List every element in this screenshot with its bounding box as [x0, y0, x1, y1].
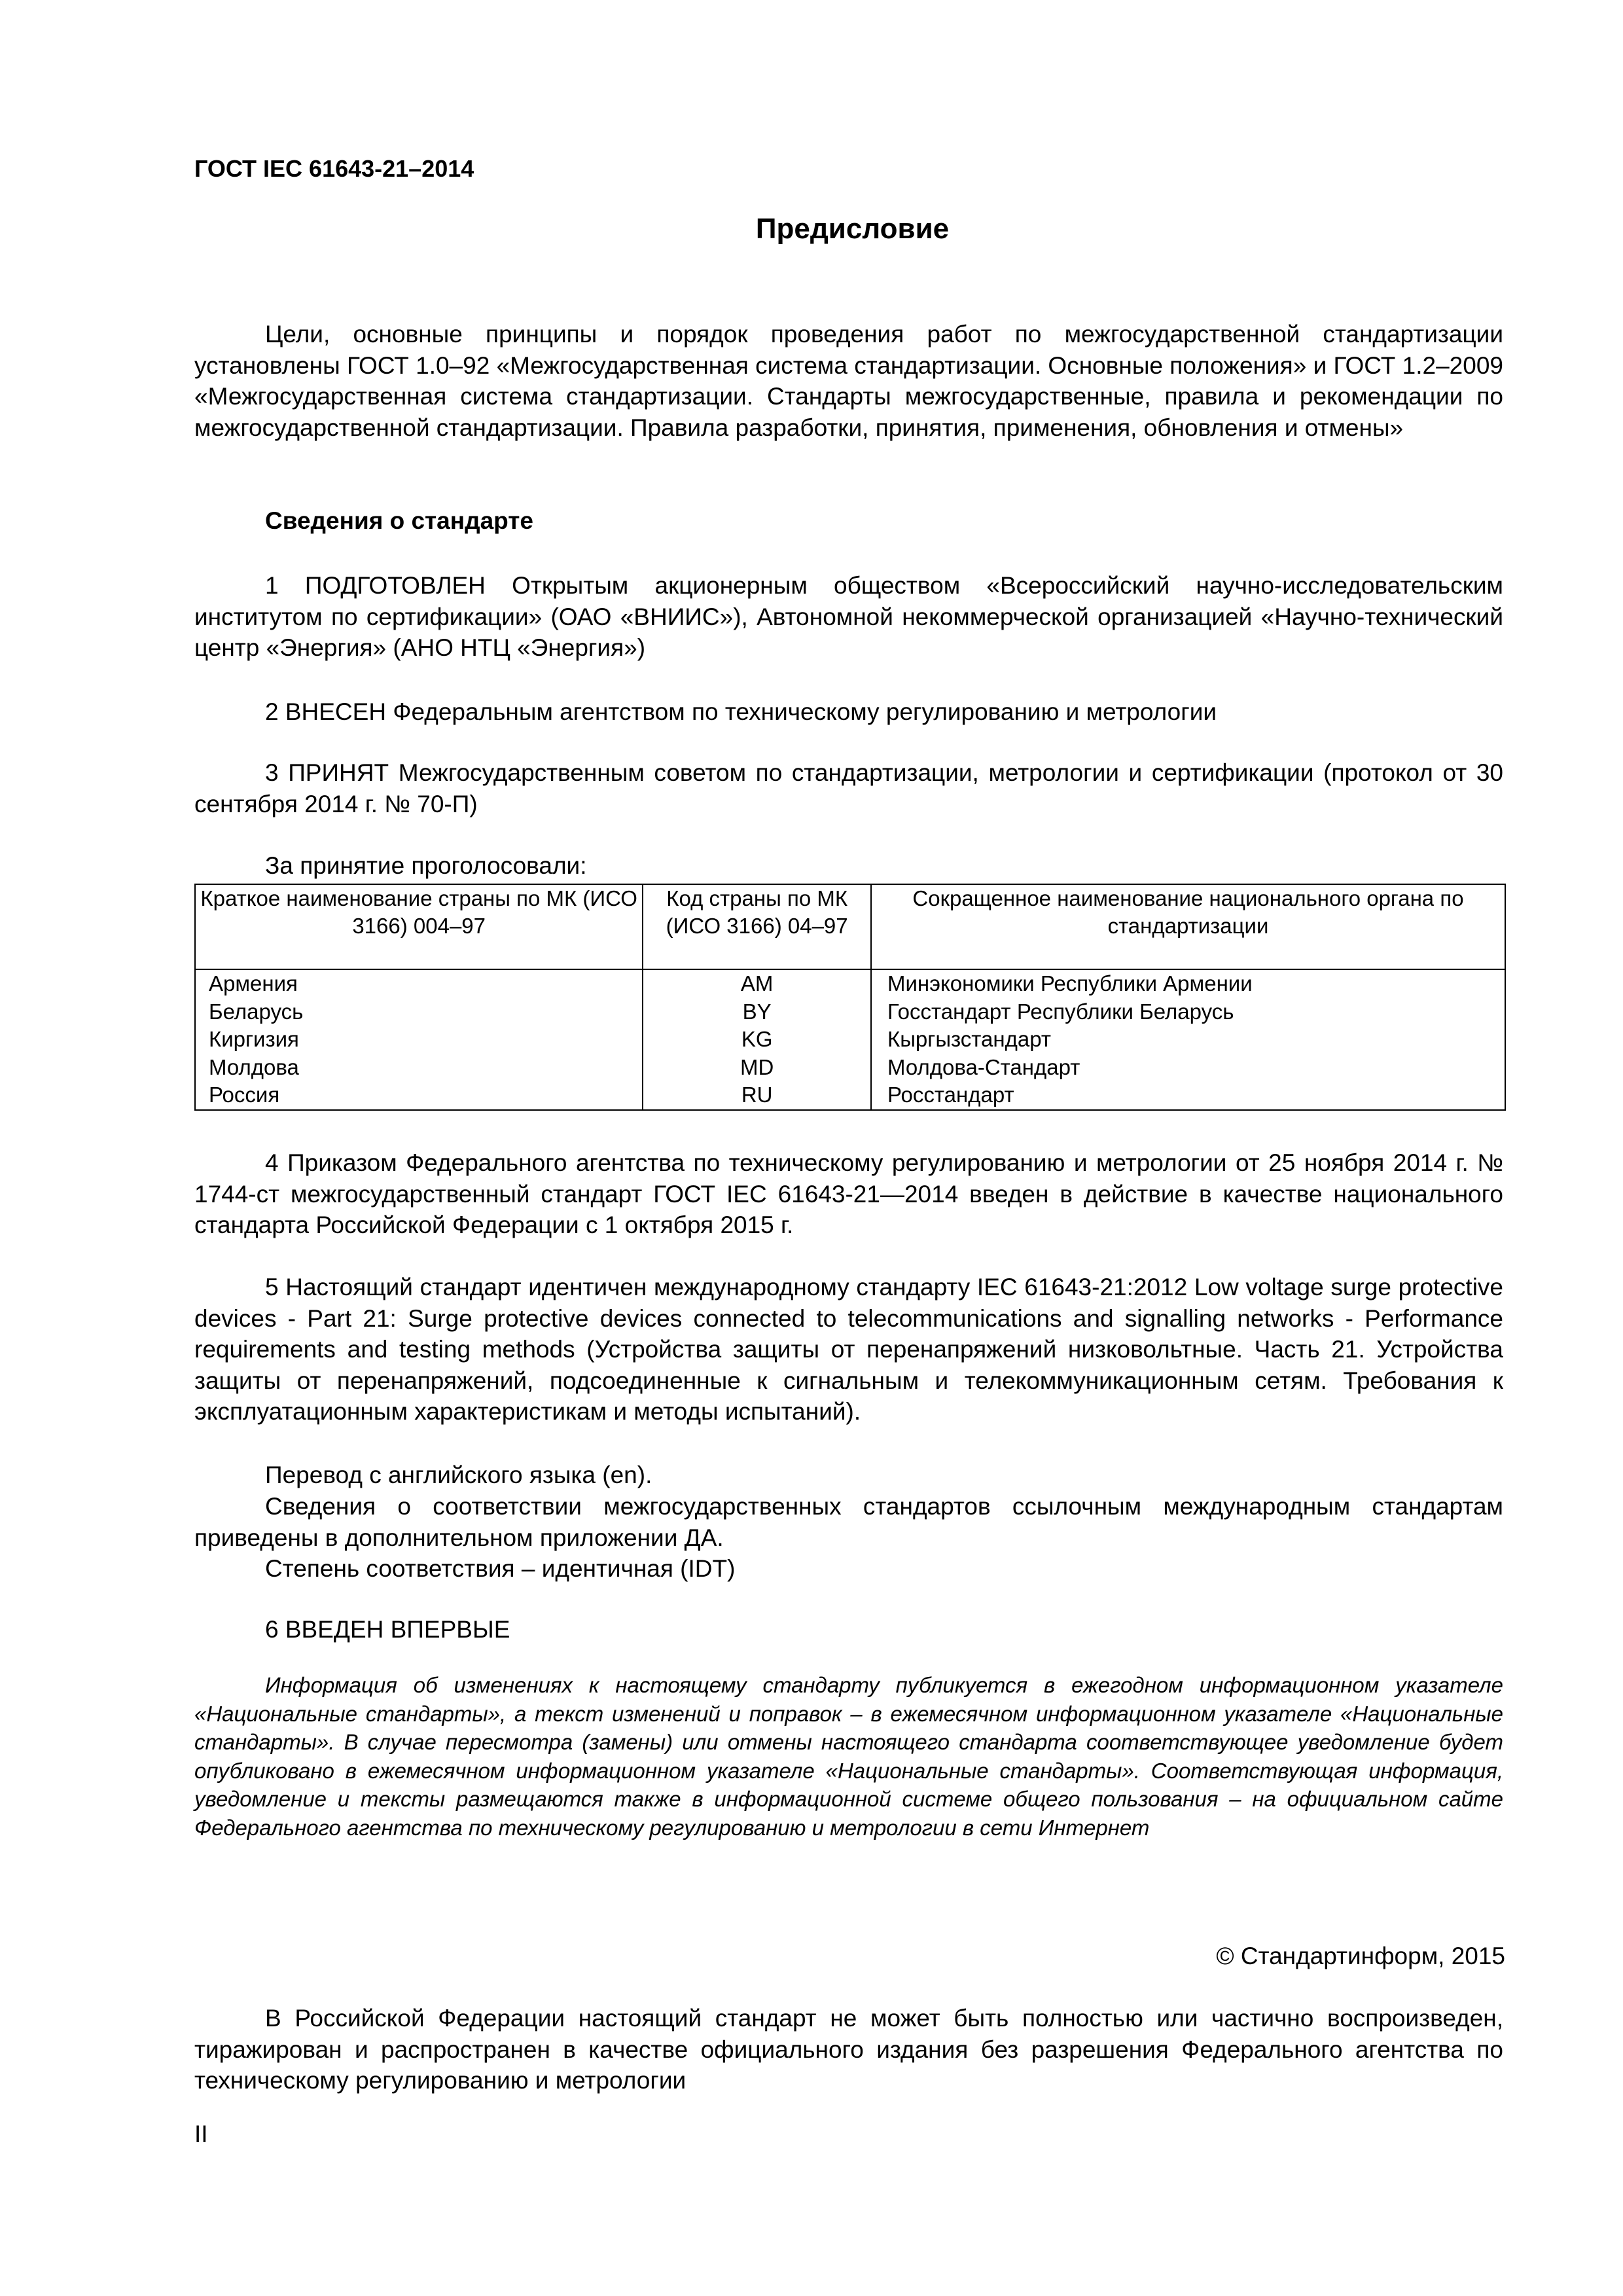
item-identical-text: 5 Настоящий стандарт идентичен международному стандарту IEC 61643-21:2012 Low voltage surge protective devices - Part 21: Surge protective devices connected to telecommunications and signalling networks - Performance requirements and testing methods (Устройства защиты от перенапряжений низковольтные. Часть 21. Устройства защиты от перенапряжений, подсоединенные к сигнальным и телекоммуникационным сетям. Требования к эксплуатационным характеристикам и методы испытаний). — [194, 1274, 1503, 1425]
item-adopted — [194, 757, 1503, 819]
item-identical — [194, 1272, 1503, 1427]
code-cell: KG — [643, 1026, 871, 1054]
item-adopted-text: 3 ПРИНЯТ Межгосударственным советом по стандартизации, метрологии и сертификации (протокол от 30 сентября 2014 г. № 70-П) — [194, 759, 1503, 817]
item-order — [194, 1147, 1503, 1241]
standard-code: ГОСТ IEC 61643-21–2014 — [194, 155, 474, 182]
notice-text: Информация об изменениях к настоящему стандарту публикуется в ежегодном информационном указателе «Национальные стандарты», а текст изменений и поправок – в ежемесячном информационном указателе «Национальные стандарты». В случае пересмотра (замены) или отмены настоящего стандарта соответствующее уведомление будет опубликовано в ежемесячном информационном указателе «Национальные стандарты». Соответствующая информация, уведомление и тексты размещаются также в информационной системе общего пользования – на официальном сайте Федерального агентства по техническому регулированию и метрологии в сети Интернет — [194, 1673, 1503, 1840]
copyright: © Стандартинформ, 2015 — [1216, 1943, 1505, 1969]
country-cell: Армения — [195, 969, 643, 998]
table-row — [195, 1054, 1505, 1082]
code-cell: AM — [643, 969, 871, 998]
agency-cell: Госстандарт Республики Беларусь — [871, 998, 1505, 1026]
country-cell: Беларусь — [195, 998, 643, 1026]
item-prepared-text: 1 ПОДГОТОВЛЕН Открытым акционерным обществом «Всероссийский научно-исследовательским институтом по сертификации» (ОАО «ВНИИС»), Автономной некоммерческой организацией «Научно-технический центр «Энергия» (АНО НТЦ «Энергия») — [194, 572, 1503, 661]
info-heading: Сведения о стандарте — [265, 507, 533, 534]
vote-table — [194, 884, 1506, 1111]
table-row — [195, 1081, 1505, 1110]
table-row — [195, 998, 1505, 1026]
item-introduced: 2 ВНЕСЕН Федеральным агентством по техническому регулированию и метрологии — [265, 698, 1217, 725]
agency-cell: Минэкономики Республики Армении — [871, 969, 1505, 998]
item-prepared — [194, 570, 1503, 664]
country-cell: Россия — [195, 1081, 643, 1110]
page-number: II — [194, 2121, 208, 2147]
agency-cell: Молдова-Стандарт — [871, 1054, 1505, 1082]
code-cell: RU — [643, 1081, 871, 1110]
intro-paragraph — [194, 319, 1503, 443]
header-country: Краткое наименование страны по МК (ИСО 3166) 004–97 — [195, 884, 643, 969]
item-compliance-info — [194, 1491, 1503, 1553]
code-cell: MD — [643, 1054, 871, 1082]
table-row — [195, 1026, 1505, 1054]
item-translation: Перевод с английского языка (en). — [265, 1462, 652, 1488]
notice-paragraph — [194, 1671, 1503, 1842]
header-code: Код страны по МК (ИСО 3166) 04–97 — [643, 884, 871, 969]
intro-text: Цели, основные принципы и порядок проведения работ по межгосударственной стандартизации установлены ГОСТ 1.0–92 «Межгосударственная система стандартизации. Основные положения» и ГОСТ 1.2–2009 «Межгосударственная система стандартизации. Стандарты межгосударственные, правила и рекомендации по межгосударственной стандартизации. Правила разработки, принятия, применения, обновления и отмены» — [194, 321, 1503, 441]
header-agency: Сокращенное наименование национального органа по стандартизации — [871, 884, 1505, 969]
code-cell: BY — [643, 998, 871, 1026]
vote-label: За принятие проголосовали: — [265, 852, 587, 879]
page-title: Предисловие — [755, 213, 950, 245]
rights-paragraph — [194, 2003, 1503, 2096]
item-compliance-text: Сведения о соответствии межгосударственных стандартов ссылочным международным стандартам приведены в дополнительном приложении ДА. — [194, 1493, 1503, 1551]
item-order-text: 4 Приказом Федерального агентства по техническому регулированию и метрологии от 25 ноября 2014 г. № 1744-ст межгосударственный стандарт ГОСТ IEC 61643-21—2014 введен в действие в качестве национального стандарта Российской Федерации с 1 октября 2015 г. — [194, 1149, 1503, 1238]
country-cell: Киргизия — [195, 1026, 643, 1054]
item-degree: Степень соответствия – идентичная (IDT) — [265, 1555, 736, 1582]
agency-cell: Кыргызстандарт — [871, 1026, 1505, 1054]
rights-text: В Российской Федерации настоящий стандарт не может быть полностью или частично воспроизведен, тиражирован и распространен в качестве официального издания без разрешения Федерального агентства по техническому регулированию и метрологии — [194, 2005, 1503, 2094]
country-cell: Молдова — [195, 1054, 643, 1082]
table-header-row — [195, 884, 1505, 969]
item-first: 6 ВВЕДЕН ВПЕРВЫЕ — [265, 1616, 510, 1643]
agency-cell: Росстандарт — [871, 1081, 1505, 1110]
table-row — [195, 969, 1505, 998]
